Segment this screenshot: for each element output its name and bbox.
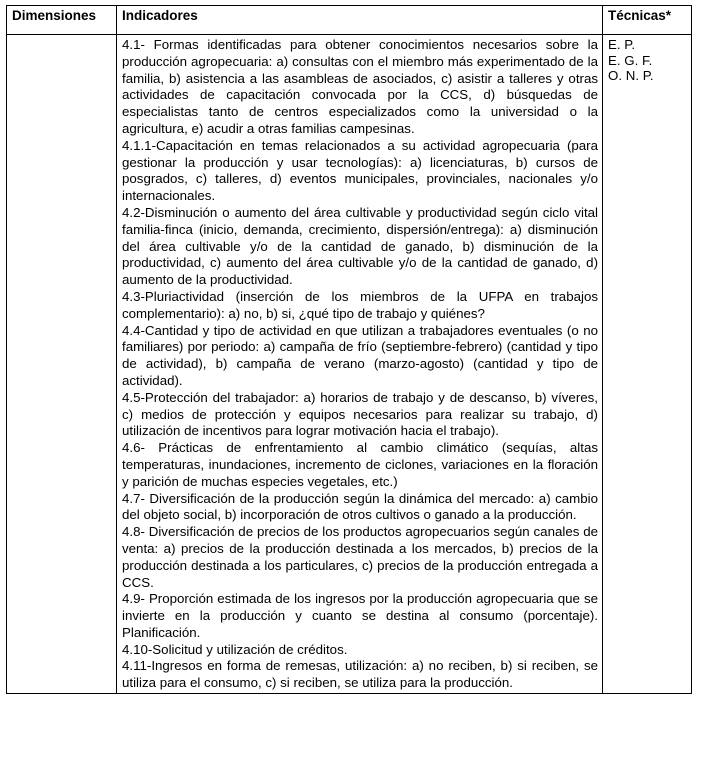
indicators-cell [117,35,603,694]
header-dimensiones: Dimensiones [7,6,117,35]
technique-ep: E. P. [608,37,636,52]
indicator-4-11: 4.11-Ingresos en forma de remesas, utilización: a) no reciben, b) si reciben, se utiliza para el consumo, c) si reciben, se utiliza para la producción. [122,658,598,691]
header-tecnicas: Técnicas* [603,6,692,35]
techniques-cell [603,35,692,694]
technique-onp: O. N. P. [608,68,654,83]
indicator-4-5: 4.5-Protección del trabajador: a) horarios de trabajo y de descanso, b) víveres, c) medios de protección y equipos necesarios para realizar su trabajo, d) utilización de incentivos para lograr motivación hacia el trabajo). [122,389,598,439]
indicator-4-1-1: 4.1.1-Capacitación en temas relacionados a su actividad agropecuaria (para gestionar la producción y usar tecnologías): a) licenciaturas, b) cursos de posgrados, c) talleres, d) eventos municipales, provinciales, nacionales y/o internacionales. [122,137,598,204]
indicator-4-7: 4.7- Diversificación de la producción según la dinámica del mercado: a) cambio del objeto social, b) incorporación de otros cultivos o ganado a la producción. [122,490,598,523]
indicator-4-6: 4.6- Prácticas de enfrentamiento al cambio climático (sequías, altas temperaturas, inundaciones, incremento de ciclones, variaciones en la floración y parición de muchas especies vegetales, etc.) [122,440,598,489]
indicator-4-1: 4.1- Formas identificadas para obtener conocimientos necesarios sobre la producción agropecuaria: a) consultas con el miembro más experimentado de la familia, b) asistencia a las asambleas de asociados, c) asistir a talleres y otras actividades de capacitación convocada por la CCS, d) búsquedas de especialistas tanto de centros especializados como la universidad o la agricultura, e) acudir a otras familias campesinas. [122,37,598,136]
indicator-4-3: 4.3-Pluriactividad (inserción de los miembros de la UFPA en trabajos complementario): a) no, b) si, ¿qué tipo de trabajo y quiénes? [122,288,598,321]
table-row [7,35,692,694]
indicator-4-10: 4.10-Solicitud y utilización de créditos. [122,641,348,657]
header-indicadores: Indicadores [117,6,603,35]
indicators-table [6,5,692,694]
indicator-4-8: 4.8- Diversificación de precios de los productos agropecuarios según canales de venta: a) precios de la producción destinada a los mercados, b) precios de la producción destinada a los particulares, c) precios de la producción entregada a CCS. [122,524,598,590]
header-row [7,6,692,35]
indicator-4-2: 4.2-Disminución o aumento del área cultivable y productividad según ciclo vital familia-finca (inicio, demanda, crecimiento, dispersión/entrega): a) disminución del área cultivable y/o de la cantidad de ganado, b) disminución de la productividad, c) aumento del área cultivable y/o de la cantidad de ganado, d) aumento de la productividad. [122,204,598,288]
dimension-cell [7,35,117,694]
indicator-4-9: 4.9- Proporción estimada de los ingresos por la producción agropecuaria que se invierte en la producción y cuanto se destina al consumo (porcentaje). Planificación. [122,591,598,640]
technique-egf: E. G. F. [608,52,653,68]
indicator-4-4: 4.4-Cantidad y tipo de actividad en que utilizan a trabajadores eventuales (o no familiares) por periodo: a) campaña de frío (septiembre-febrero) (cantidad y tipo de actividad), b) campaña de verano (marzo-agosto) (cantidad y tipo de actividad). [122,322,598,388]
